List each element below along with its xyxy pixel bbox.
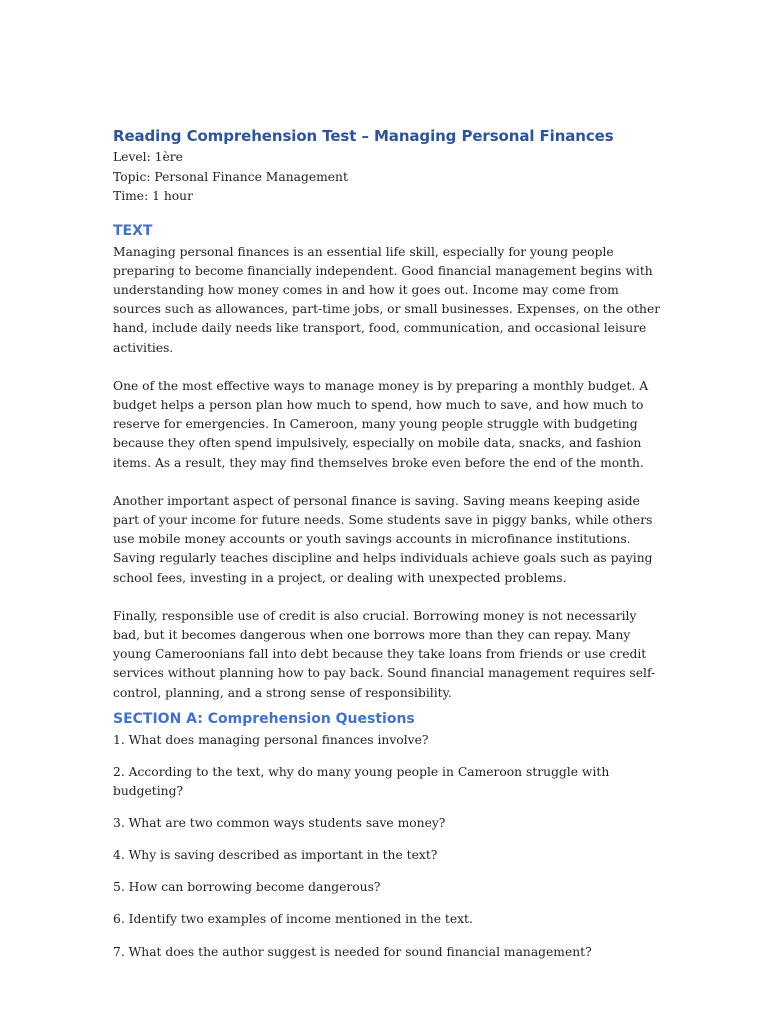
question-item: 5. How can borrowing become dangerous?	[113, 880, 381, 895]
level-line: Level: 1ère	[113, 150, 183, 164]
question-item: 6. Identify two examples of income mentioned in the text.	[113, 912, 473, 927]
question-item: 4. Why is saving described as important in the text?	[113, 848, 438, 863]
question-item: 1. What does managing personal finances involve?	[113, 732, 429, 747]
paragraph: Finally, responsible use of credit is also crucial. Borrowing money is not necessarily bad, but it becomes dangerous when one borrows more than they can repay. Many young Cameroonians fall into debt because they take loans from friends or use credit services without planning how to pay back. Sound financial management requires self-control, planning, and a strong sense of responsibility.	[113, 608, 656, 700]
document-page	[113, 124, 661, 975]
reading-text	[113, 243, 661, 703]
paragraph: Managing personal finances is an essential life skill, especially for young people preparing to become financially independent. Good financial management begins with understanding how money comes in and how it goes out. Income may come from sources such as allowances, part-time jobs, or small businesses. Expenses, on the other hand, include daily needs like transport, food, communication, and occasional leisure activities.	[113, 244, 661, 355]
question-list	[113, 731, 661, 962]
test-metadata	[113, 148, 661, 207]
document-title: Reading Comprehension Test – Managing Personal Finances	[113, 127, 614, 145]
text-heading: TEXT	[113, 222, 153, 239]
topic-line: Topic: Personal Finance Management	[113, 169, 348, 184]
question-item: 7. What does the author suggest is needed for sound financial management?	[113, 944, 592, 959]
paragraph: Another important aspect of personal finance is saving. Saving means keeping aside part of your income for future needs. Some students save in piggy banks, while others use mobile money accounts or youth savings accounts in microfinance institutions. Saving regularly teaches discipline and helps individuals achieve goals such as paying school fees, investing in a project, or dealing with unexpected problems.	[113, 493, 653, 585]
paragraph: One of the most effective ways to manage money is by preparing a monthly budget. A budget helps a person plan how much to spend, how much to save, and how much to reserve for emergencies. In Cameroon, many young people struggle with budgeting because they often spend impulsively, especially on mobile data, snacks, and fashion items. As a result, they may find themselves broke even before the end of the month.	[113, 378, 649, 470]
section-a-heading: SECTION A: Comprehension Questions	[113, 710, 415, 727]
question-item: 3. What are two common ways students save money?	[113, 816, 446, 831]
time-line: Time: 1 hour	[113, 189, 193, 203]
question-item: 2. According to the text, why do many young people in Cameroon struggle with budgeting?	[113, 764, 610, 799]
